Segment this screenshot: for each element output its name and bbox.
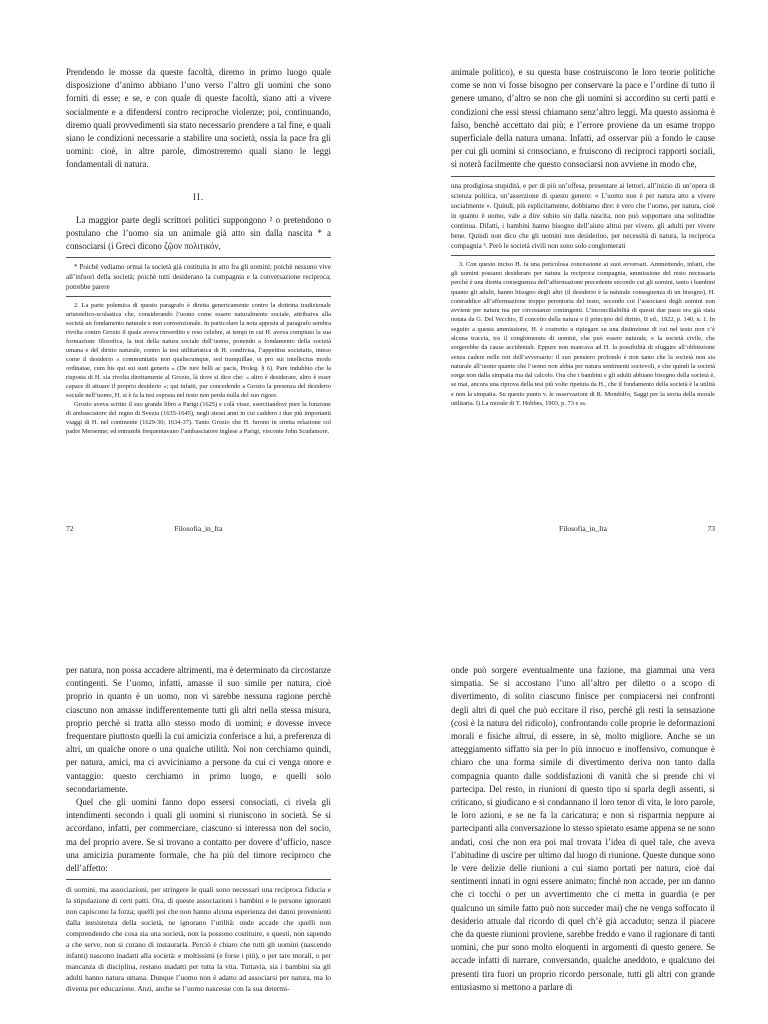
page-73-paragraph-1: animale politico), e su questa base costruiscono le loro teorie politiche come se non vi fosse bisogno per conservare la pace e l’ordine di tutto il genere umano, d’altro se non che gli uomini si accordino su certi patti e condizioni che essi stessi chiamano senz’altro leggi. Ma questo assioma è falso, benchè accettato dai più; e l’errore proviene da un esame troppo superficiale della natura umana. Infatti, ad osservar più a fondo le cause per cui gli uomini si consociano, e fruiscono di reciproci rapporti sociali, si noterà facilmente che questo consociarsi non avviene in modo che,: [451, 67, 715, 170]
footnote-rule: [66, 296, 331, 297]
page-74-paragraph-1: per natura, non possa accadere altrimenti, ma è determinato da circostanze contingenti. Se l’uomo, infatti, amasse il suo simile per natura, cioè proprio in quanto è un uomo, non vi sarebbe nessuna ragione perchè ciascuno non amasse indifferentemente tutti gli altri nella stessa misura, proprio perchè si tratta allo stesso modo di uomini; e dovesse invece frequentare piuttosto quelli la cui amicizia conferisce a lui, a preferenza di altri, un qualche onore o una qualche utilità. Noi non cerchiamo quindi, per natura, amici, ma ci avviciniamo a persone da cui ci venga onore e vantaggio: questo cerchiamo in primo luogo, e quelli solo secondariamente.: [66, 665, 331, 794]
page-75: [451, 664, 715, 1024]
page-72-footnote-star: * Poichè vediamo ormai la società già costituita in atto fra gli uomini; poichè nessuno vive all’infuori della società; poichè tutti desiderano la compagnia e la conversazione reciproca; potrebbe parere: [66, 263, 331, 292]
page-number: 72: [66, 524, 74, 533]
page-74-footnote: di uomini, ma associazioni, per stringere le quali sono necessari una reciproca fiducia e la stipulazione di certi patti. Ora, di queste associazioni i bambini e le persone ignoranti non capiscono la forza; quelli poi che non hanno alcuna esperienza dei danni provenienti dalla inesistenza della società, ne ignorano l’utilità: onde accade che quelli non comprendendo che cosa sia una società, non la possono costituire, e questi, non sapendo a che serve, non si curano di instaurarla. Perciò è chiaro che tutti gli uomini (nascendo infanti) nascono inadatti alla società: e moltissimi (e forse i più), o per tare morali, o per mancanza di disciplina, restano inadatti per tutta la vita. Tuttavia, sia i bambini sia gli adulti hanno natura umana. Dunque l’uomo non è adatto ad associarsi per natura, ma lo diventa per educazione. Anzi, anche se l’uomo nascesse con la sua determi-: [66, 885, 331, 994]
page-73-folio: [451, 524, 715, 536]
footnote-rule: [451, 255, 715, 256]
page-73: [451, 66, 715, 536]
page-74: [66, 664, 331, 1024]
footnote-rule: [451, 176, 715, 177]
page-number: 73: [707, 524, 715, 533]
page-73-footnote-3: 3. Con questo inciso H. fa una pericolosa concessione ai suoi avversari. Ammettendo, infatti, che gli uomini possano desiderare per natura la reciproca compagnia, ammissione del resto necessaria perchè è una diretta conseguenza dell’affermazione precedente secondo cui gli uomini, tanto i bambini quanto gli adulti, hanno bisogno degli altri (il desiderio è la naturale conseguenza di un bisogno), H. contraddice all’affermazione troppo perentoria del testo, secondo cui l’associarsi degli uomini non avviene per natura ma per circostanze contingenti. L’inconciliabilità di questi due passi era già stata notata da G. Del Vecchio, Il concetto della natura e il principio del diritto, II ed., 1922, p. 140, n. 1. In seguito a questa ammissione, H. è costretto a ripiegare su una distinzione di cui nel testo non c’è alcuna traccia, tra il conglomerato di uomini, che può essere naturale, e la società civile, che sorgerebbe da cause accidentali. Eppure non mancava ad H. la possibilità di sfuggire all’obbiezione senza cadere nelle reti dell’avversario: il suo pensiero profondo è non tanto che la società non sia naturale all’uomo quanto che l’uomo non abbia per natura sentimenti socievoli, e che quindi la società sorga non dalla simpatia ma dal calcolo. Ora che i bambini e gli adulti abbiano bisogno della società è, se mai, ancora una riprova della tesi più volte ripetuta da H., che il fondamento della società è la utilità e non la simpatia. Su questo punto v. le osservazioni di R. Mondolfo, Saggi per la storia della morale utilitaria. I) La morale di T. Hobbes, 1903, p. 73 e ss.: [451, 260, 715, 408]
running-title: Filosofia_in_Ita: [559, 524, 607, 533]
page-72-paragraph-2: La maggior parte degli scrittori politici suppongono ² o pretendono o postulano che l’uomo sia un animale già atto sin dalla nascita * a consociarsi (i Greci dicono ζῷον πολιτικόν,: [66, 214, 331, 252]
page-75-paragraph-1: onde può sorgere eventualmente una fazione, ma giammai una vera simpatia. Se si accostano l’uno all’altro per diletto o a scopo di divertimento, di solito ciascuno finisce per compiacersi nei confronti degli altri di quel che può eccitare il riso, perchè gli resti la sensazione (così è la natura del ridicolo), confrontando colle proprie le deformazioni morali e fisiche altrui, di essere, in sè, molto migliore. Anche se un atteggiamento siffatto sia per lo più innocuo e inoffensivo, comunque è chiaro che una forma simile di divertimento deriva non tanto dalla compagnia quanto dalle soddisfazioni di vanità che si prende chi vi partecipa. Del resto, in riunioni di questo tipo si sparla degli assenti, si criticano, si giudicano e si condannano il loro tenor di vita, le loro parole, le loro azioni, e se ne fa la caricatura; e non si risparmia neppure ai partecipanti alla conversazione lo stesso spietato esame appena se ne sono andati, così che non era poi mal trovata l’idea di quel tale, che aveva l’abitudine di uscire per ultimo dal luogo di riunione. Queste dunque sono le vere delizie delle riunioni a cui siamo portati per natura, cioè dai sentimenti innati in ogni essere animato; finchè non accade, per un danno che ci tocchi o per un avvertimento che ci metta in guardia (e per qualcuno un simile fatto può non succeder mai) che ne venga soffocato il desiderio attuale dal ricordo di quel ch’è già accaduto; senza il piacere che da queste riunioni proviene, sarebbe freddo e vano il ragionare di tanti uomini, che pur sono molto eloquenti in argomenti di questo genere. Se accade infatti di narrare, conversando, qualche aneddoto, e qualcuno dei presenti tira fuori un proprio ricordo personale, tutti gli altri con grande entusiasmo si mettono a parlare di: [451, 665, 715, 992]
page-72-folio: [66, 524, 331, 536]
page-74-paragraph-2: Quel che gli uomini fanno dopo essersi consociati, ci rivela gli intendimenti secondo i quali gli uomini si riuniscono in società. Se si accordano, infatti, per commerciare, ciascuno si interessa non del socio, ma del proprio avere. Se si trovano a contatto per dovere d’ufficio, nasce una amicizia puramente formale, che ha più del timore reciproco che dell’affetto:: [66, 797, 331, 874]
running-title: Filosofia_in_Ita: [174, 524, 223, 533]
page-72-footnote-2a: 2. La parte polemica di questo paragrafo è diretta genericamente contro la dottrina tradizionale aristotelico-scolastica che, considerando l’uomo come essere naturalmente sociale, attribuiva alla società un fondamento naturale e non convenzionale. In particolare la nota apposta al paragrafo sembra rivolta contro Grozio il quale aveva rinverdito e reso celebre, ai tempi in cui H. aveva compiuto la sua formazione filosofica, la tesi della natura sociale dell’uomo, ponendo a fondamento della società umana e del diritto naturale, contro la tesi utilitaristica di H. condivisa, l’appetitus societatis, inteso come il desiderio « communitatis non qualiscumque, sed tranquillae, et pro sui intellectus modo ordinatae, cum his qui sui sunt generis » (De iure belli ac pacis, Proleg. § 6). Pare indubbio che la risposta di H. sia rivolta direttamente al Grozio, là dove si dice che: « altro è desiderare, altro è esser capace di attuare il proprio desiderio »; qui infatti, pur concedendo a Grozio la presenza del desiderio sociale nell’uomo, H. si è fa la tesi esposta nel testo non perda nulla del suo rigore.: [66, 302, 331, 400]
page-72-body: [66, 66, 331, 172]
page-73-footnote-star: una prodigiosa stupidità, e per di più un’offesa, presentare ai lettori, all’inizio di un’opera di scienza politica, un’asserzione di questo genere: « L’uomo non è per natura atto a vivere socialmente ». Quindi, più esplicitamente, dobbiamo dire: è vero che l’uomo, per natura, cioè in quanto è uomo, vale a dire subito sin dalla nascita, non può sopportare una solitudine continua. Difatti, i bambini hanno bisogno dell’aiuto altrui per vivere, gli adulti per vivere bene. Quindi non dico che gli uomini non desiderino, per necessità di natura, la reciproca compagnia ³. Però le società civili non sono solo conglomerati: [451, 181, 715, 250]
footnote-rule: [66, 257, 331, 258]
section-heading: II.: [192, 191, 205, 202]
page-72-footnote-2b: Grozio aveva scritto il suo grande libro a Parigi (1625) e colà visse, esercitandovi pure la funzione di ambasciatore del regno di Svezia (1635-1645), negli stessi anni in cui caddero i due più importanti viaggi di H. nel continente (1629-30; 1634-37). Tanto Grozio che H. furono in stretta relazione col padre Mersenne; ed entrambi frequentavano l’ambasciatore inglese a Parigi, visconte John Scudamore.: [66, 401, 331, 436]
footnote-rule: [66, 879, 331, 880]
page-72-paragraph-1: Prendendo le mosse da queste facoltà, diremo in primo luogo quale disposizione d’animo abbiano l’uno verso l’altro gli uomini che sono forniti di esse; e se, e con quale di queste facoltà, siano atti a vivere socialmente e a difendersi contro reciproche violenze; poi, continuando, diremo quali provvedimenti sia stato necessario prendere a tal fine, e quali siano le condizioni necessarie a stabilire una società, ossia la pace fra gli uomini: cioè, in altre parole, dimostreremo quali siano le leggi fondamentali di natura.: [66, 67, 331, 170]
page-72: [66, 66, 331, 536]
